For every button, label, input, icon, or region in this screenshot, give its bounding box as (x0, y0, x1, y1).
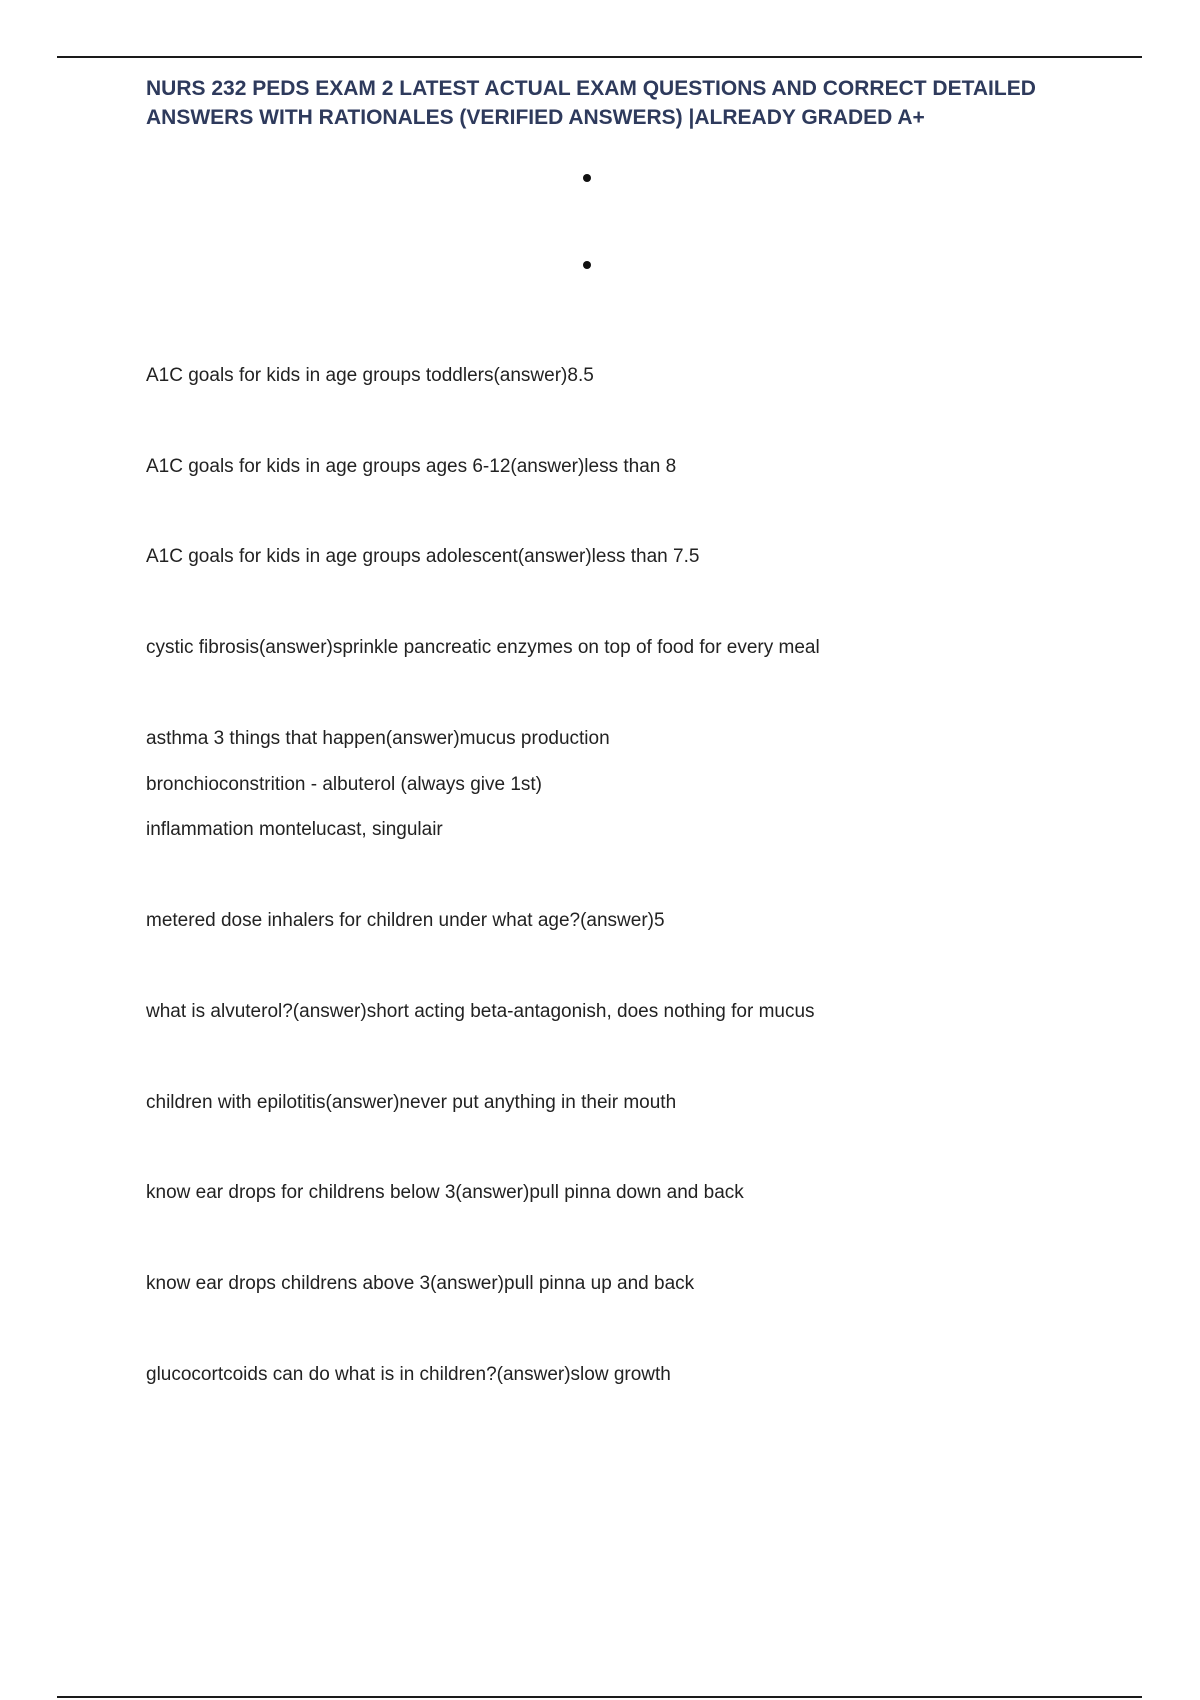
document-title (146, 74, 1106, 132)
entry-ear-drops-above-3: know ear drops childrens above 3(answer)pull pinna up and back (146, 1273, 695, 1294)
entry-asthma-bronchoconstriction: bronchioconstrition - albuterol (always give 1st) (146, 774, 543, 795)
entry-ear-drops-below-3: know ear drops for childrens below 3(answer)pull pinna down and back (146, 1182, 744, 1203)
entry-cystic-fibrosis: cystic fibrosis(answer)sprinkle pancreatic enzymes on top of food for every meal (146, 637, 820, 658)
bullet-point (583, 174, 591, 182)
entry-asthma: asthma 3 things that happen(answer)mucus production (146, 728, 610, 749)
entry-glucocorticoids: glucocortcoids can do what is in children?(answer)slow growth (146, 1364, 671, 1385)
title-line-2: ANSWERS WITH RATIONALES (VERIFIED ANSWERS) |ALREADY GRADED A+ (146, 106, 925, 129)
title-line-1: NURS 232 PEDS EXAM 2 LATEST ACTUAL EXAM QUESTIONS AND CORRECT DETAILED (146, 77, 1036, 100)
entry-a1c-adolescent: A1C goals for kids in age groups adolescent(answer)less than 7.5 (146, 546, 700, 567)
bullet-point (583, 261, 591, 269)
entry-a1c-toddlers: A1C goals for kids in age groups toddlers(answer)8.5 (146, 365, 594, 386)
entry-asthma-inflammation: inflammation montelucast, singulair (146, 819, 443, 840)
entry-albuterol: what is alvuterol?(answer)short acting beta-antagonish, does nothing for mucus (146, 1001, 815, 1022)
entry-metered-dose-inhalers: metered dose inhalers for children under what age?(answer)5 (146, 910, 665, 931)
entry-a1c-ages-6-12: A1C goals for kids in age groups ages 6-12(answer)less than 8 (146, 456, 677, 477)
bottom-rule (57, 1696, 1142, 1698)
entry-epiglottitis: children with epilotitis(answer)never put anything in their mouth (146, 1092, 677, 1113)
top-rule (57, 56, 1142, 58)
